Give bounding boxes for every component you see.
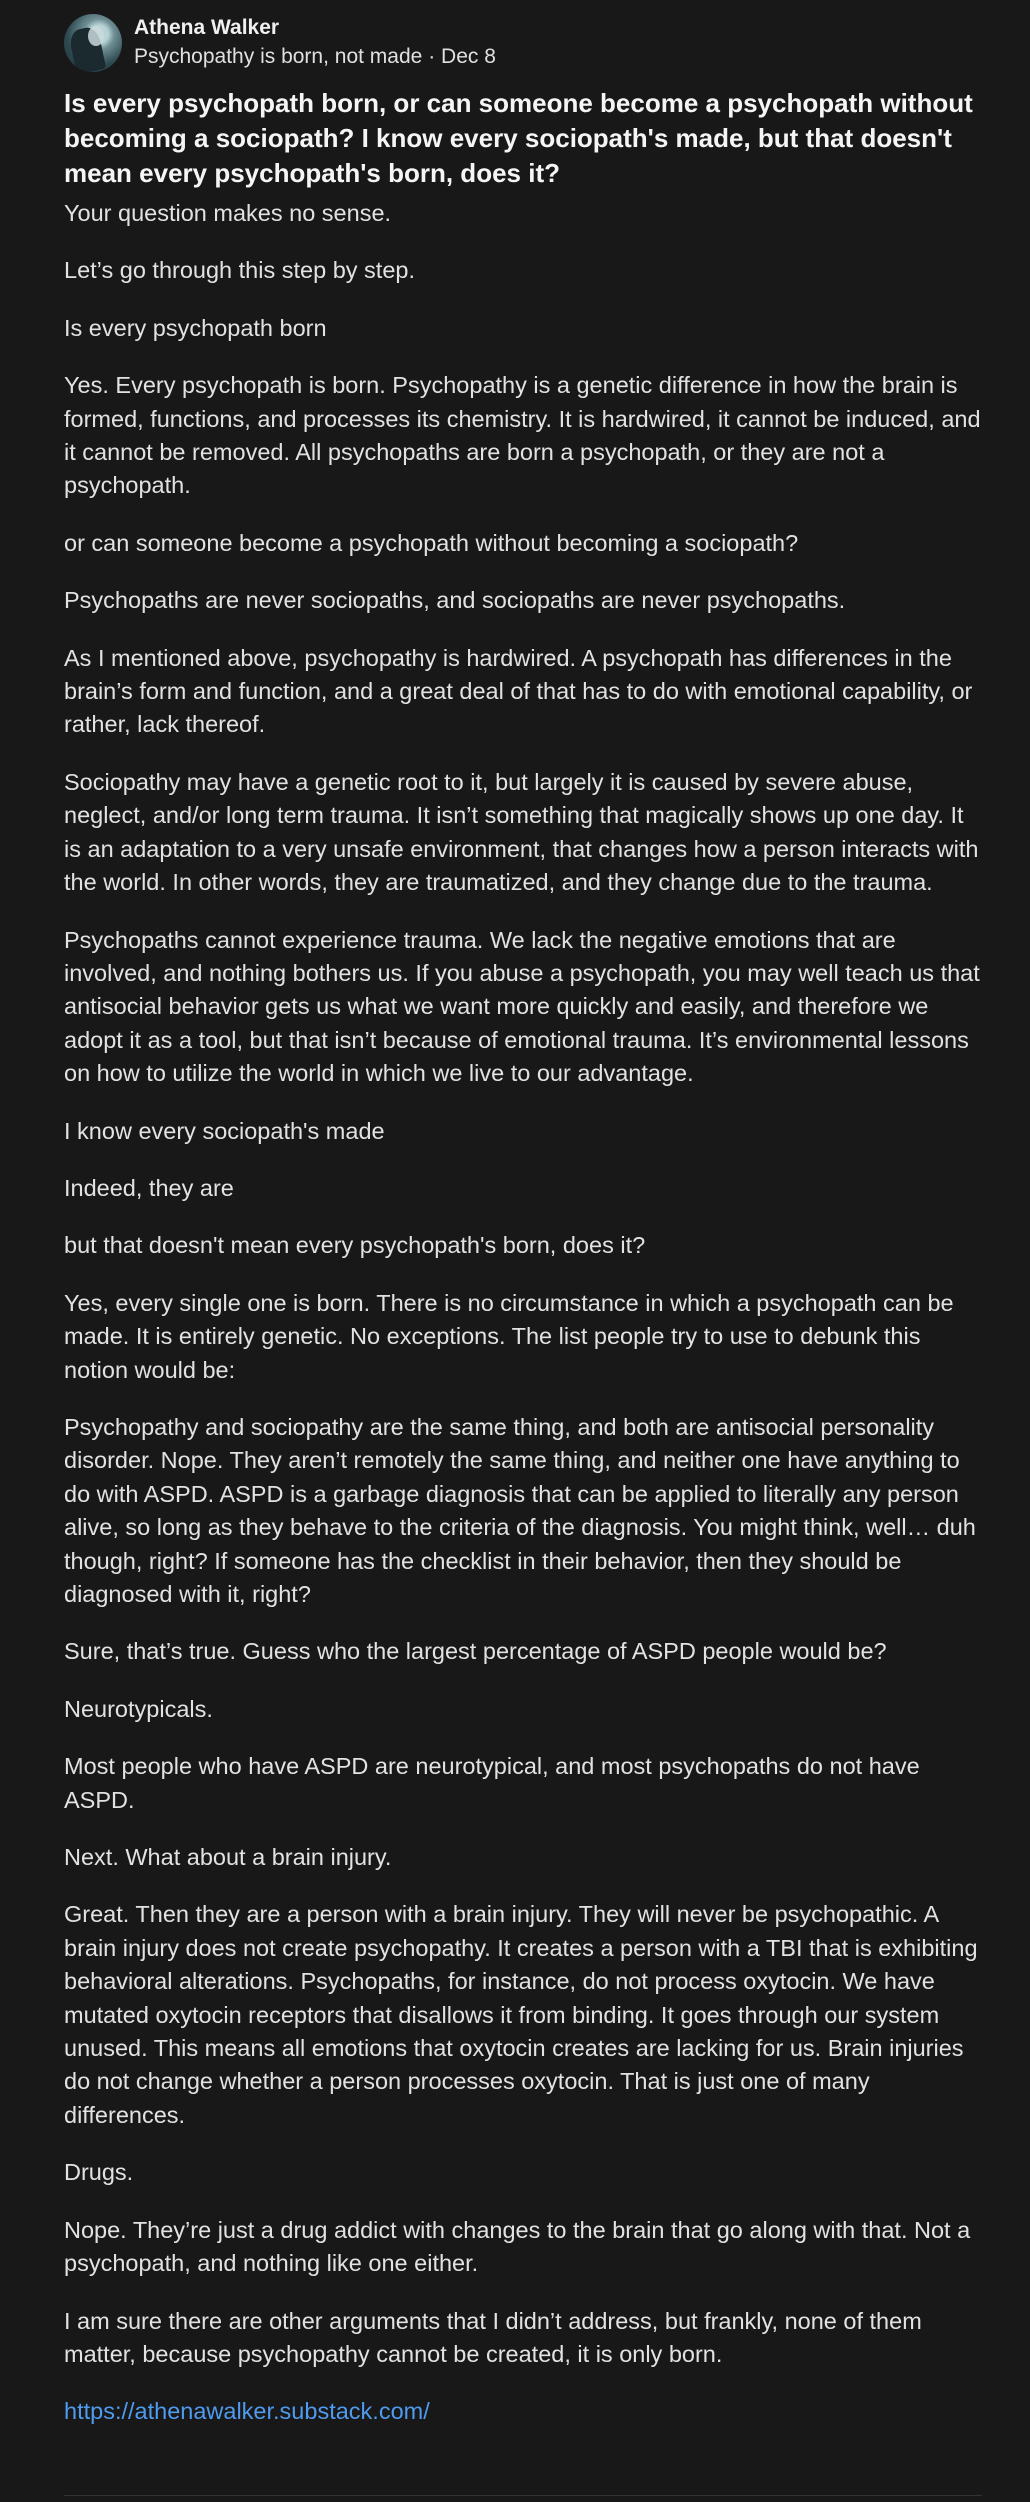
post-date[interactable]: Dec 8 [441, 45, 496, 68]
author-credential-line [134, 43, 496, 71]
author-meta [134, 15, 496, 71]
bottom-divider [64, 2495, 982, 2496]
answer-paragraph: Let’s go through this step by step. [64, 257, 415, 284]
author-header [64, 0, 982, 80]
answer-paragraph: Great. Then they are a person with a brain injury. They will never be psychopathic. A brain injury does not create psychopathy. It creates a person with a TBI that is exhibiting behavioral alterations. Psychopaths, for instance, do not process oxytocin. We have mutated oxytocin receptors that disallows it from binding. It goes through our system unused. This means all emotions that oxytocin creates are lacking for us. Brain injuries do not change whether a person processes oxytocin. That is just one of many differences. [64, 1901, 978, 2128]
answer-post [64, 0, 982, 2453]
answer-paragraph: Your question makes no sense. [64, 200, 392, 226]
answer-paragraph: Psychopaths are never sociopaths, and sociopaths are never psychopaths. [64, 587, 846, 614]
author-tagline: Psychopathy is born, not made [134, 45, 423, 68]
answer-paragraph: or can someone become a psychopath without becoming a sociopath? [64, 529, 799, 556]
meta-separator: · [428, 45, 436, 68]
answer-paragraph: Yes. Every psychopath is born. Psychopathy is a genetic difference in how the brain is formed, functions, and processes its chemistry. It is hardwired, it cannot be induced, and it cannot be removed. All psychopaths are born a psychopath, or they are not a psychopath. [64, 372, 981, 499]
question-title[interactable]: Is every psychopath born, or can someone become a psychopath without becoming a sociopath? I know every sociopath's made, but that doesn't mean every psychopath's born, does it? [64, 88, 973, 188]
answer-paragraph: Psychopaths cannot experience trauma. We lack the negative emotions that are involved, and nothing bothers us. If you abuse a psychopath, you may well teach us that antisocial behavior gets us what we want more quickly and easily, and therefore we adopt it as a tool, but that isn’t because of emotional trauma. It’s environmental lessons on how to utilize the world in which we live to our advantage. [64, 926, 980, 1087]
link-paragraph [64, 2395, 982, 2428]
answer-paragraph: I am sure there are other arguments that I didn’t address, but frankly, none of them matter, because psychopathy cannot be created, it is only born. [64, 2307, 922, 2367]
answer-paragraph: but that doesn't mean every psychopath's born, does it? [64, 1232, 646, 1259]
answer-paragraph: Next. What about a brain injury. [64, 1844, 392, 1871]
author-avatar[interactable] [64, 14, 122, 72]
answer-paragraph: Nope. They’re just a drug addict with changes to the brain that go along with that. Not a psychopath, and nothing like one either. [64, 2216, 971, 2277]
answer-paragraph: Sociopathy may have a genetic root to it, but largely it is caused by severe abuse, neglect, and/or long term trauma. It isn’t something that magically shows up one day. It is an adaptation to a very unsafe environment, that changes how a person interacts with the world. In other words, they are traumatized, and they change due to the trauma. [64, 768, 979, 896]
author-name[interactable]: Athena Walker [134, 16, 280, 39]
answer-paragraph: Drugs. [64, 2159, 134, 2186]
answer-paragraph: Most people who have ASPD are neurotypical, and most psychopaths do not have ASPD. [64, 1753, 920, 1813]
substack-link[interactable]: https://athenawalker.substack.com/ [64, 2398, 430, 2425]
answer-paragraph: Indeed, they are [64, 1174, 234, 1201]
answer-paragraph: I know every sociopath's made [64, 1117, 385, 1144]
answer-paragraph: Is every psychopath born [64, 314, 327, 341]
answer-paragraph: As I mentioned above, psychopathy is hardwired. A psychopath has differences in the brain’s form and function, and a great deal of that has to do with emotional capability, or rather, lack thereof. [64, 644, 973, 738]
answer-paragraph: Yes, every single one is born. There is no circumstance in which a psychopath can be made. It is entirely genetic. No exceptions. The list people try to use to debunk this notion would be: [64, 1289, 954, 1383]
answer-paragraph: Sure, that’s true. Guess who the largest percentage of ASPD people would be? [64, 1638, 887, 1665]
answer-paragraph: Psychopathy and sociopathy are the same thing, and both are antisocial personality disorder. Nope. They aren’t remotely the same thing, and neither one have anything to do with ASPD. ASPD is a garbage diagnosis that can be applied to literally any person alive, so long as they behave to the criteria of the diagnosis. You might think, well… duh though, right? If someone has the checklist in their behavior, then they should be diagnosed with it, right? [64, 1413, 976, 1607]
answer-body [64, 197, 982, 2429]
answer-paragraph: Neurotypicals. [64, 1695, 213, 1722]
